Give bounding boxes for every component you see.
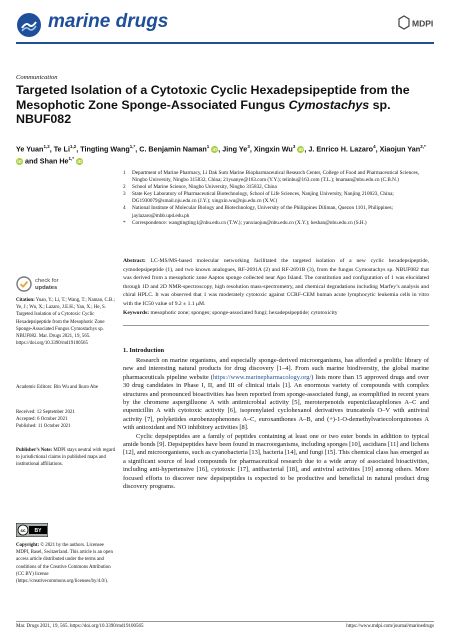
- author-name: Tingting Wang: [80, 144, 130, 154]
- abstract-label: Abstract:: [123, 258, 146, 264]
- affiliation-item: 2 School of Marine Science, Ningbo University, Ningbo 315832, China: [123, 184, 277, 191]
- affiliation-item: 3 State Key Laboratory of Pharmaceutical Biotechnology, School of Life Sciences, Nanjing University, Nanjing 210023, China; DG1930079@smail.nju.edu.cn (J.Y.); xingxin.wu@nju.edu.cn (X.W.): [123, 191, 394, 205]
- header-rule: [16, 42, 434, 44]
- check-updates-icon: [16, 276, 32, 292]
- check-updates-line2: updates: [35, 284, 58, 291]
- published-date: Published: 11 October 2021: [16, 424, 71, 430]
- author-name: Shan He: [39, 156, 69, 166]
- dates: [16, 409, 116, 431]
- section-heading: 1. Introduction: [123, 347, 165, 354]
- mdpi-logo-text: MDPI: [412, 18, 434, 29]
- title-species: Cymostachys: [288, 97, 370, 112]
- author-name: Jing Ye: [222, 144, 248, 154]
- author-name: C. Benjamin Naman: [139, 144, 207, 154]
- introduction-body: [123, 357, 429, 492]
- paragraph: Cyclic depsipeptides are a family of peptides containing at least one or two ester bonds in addition to typical amide bonds [9]. Depsipeptides have been found in macroorganisms, including sponges [10], ascidians [11] and lichens [12], and microorganisms, such as cyanobacteria [13], bacteria [14], and fungi [15]. This chemical class has emerged as a significant source of lead compounds for pharmaceutical research due to a wide array of associated bioactivities, including anti-hypertensive [16], cytotoxic [17], antibacterial [18], and antiviral activities [19] among others. More focused efforts to discover new depsipeptides is expected to be productive and beneficial in natural product drug discovery programs.: [123, 432, 429, 491]
- keywords: [123, 309, 429, 317]
- copyright: Copyright: © 2021 by the authors. Licensee MDPI, Basel, Switzerland. This article is an open access article distributed under the terms and conditions of the Creative Commons Attribution (CC BY) license (https://creativecommons.org/licenses/by/4.0/).: [16, 543, 113, 585]
- copyright-label: Copyright:: [16, 543, 40, 548]
- author-name: Te Li: [53, 144, 70, 154]
- svg-text:cc: cc: [20, 527, 26, 533]
- affiliation-item: 1 Department of Marine Pharmacy, Li Dak Sum Marine Biopharmaceutical Research Center, College of Food and Pharmaceutical Sciences, Ningbo University, Ningbo 315832, China; 21yuanye@163.com (Y.Y.); telinbu@163.com (T.L.); bnaman@nbu.edu.cn (C.B.N.): [123, 170, 420, 184]
- orcid-icon[interactable]: iD: [77, 159, 82, 165]
- pipeline-link[interactable]: https://www.marinepharmacology.org/: [212, 373, 312, 381]
- check-for-updates-button[interactable]: [16, 276, 76, 294]
- cc-by-license-icon[interactable]: [16, 523, 48, 537]
- orcid-icon[interactable]: iD: [212, 146, 218, 152]
- author-name: J. Enrico H. Lazaro: [308, 144, 374, 154]
- article-type: Communication: [16, 74, 58, 81]
- title-part1: Targeted Isolation of a Cytotoxic Cyclic Hexadepsipeptide from the Mesophotic Zone Sponge-Associated Fungus: [16, 83, 410, 112]
- citation-text: Yuan, Y.; Li, T.; Wang, T.; Naman, C.B.; Ye, J.; Wu, X.; Lazaro, J.E.H.; Yan, X.; He, S. Targeted Isolation of a Cytotoxic Cyclic Hexadepsipeptide from the Mesophotic Zone Sponge-Associated Fungus Cymostachys sp. NBUF082. Mar. Drugs 2021, 19, 565. https://doi.org/10.3390/md19100565: [16, 298, 115, 347]
- orcid-icon[interactable]: iD: [298, 146, 304, 152]
- affiliations: [123, 170, 429, 227]
- publisher-note-label: Publisher’s Note:: [16, 448, 53, 453]
- accepted-date: Accepted: 6 October 2021: [16, 417, 68, 423]
- marine-drugs-logo-icon: [16, 12, 42, 38]
- keywords-text: mesophotic zone; sponges; sponge-associated fungi; hexadepsipeptide; cytotoxicity: [149, 310, 338, 316]
- keywords-label: Keywords:: [123, 310, 150, 316]
- author-list: Ye Yuan$^{1,2}$, Te Li$^{1,2}$, Tingting Wang$^{1,*}$, C. Benjamin Naman$^1$ iD, Jing Ye$^3$, Xingxin Wu$^3$ iD, J. Enrico H. Lazaro$^4$, Xiaojun Yan$^{2,*}$ iD and Shan $He^{1,*}$ iD: [16, 144, 426, 166]
- publisher-note: Publisher’s Note: MDPI stays neutral with regard to jurisdictional claims in published maps and institutional affiliations.: [16, 448, 116, 468]
- author-name: Ye Yuan: [16, 144, 44, 154]
- journal-name: marine drugs: [48, 11, 169, 32]
- author-name: Xiaojun Yan: [379, 144, 421, 154]
- affiliation-item: 4 National Institute of Molecular Biology and Biotechnology, University of the Philippines Diliman, Quezon 1101, Philippines; jaylazaro@mbb.upd.edu.ph: [123, 205, 393, 219]
- footer-journal-link[interactable]: https://www.mdpi.com/journal/marinedrugs: [346, 624, 434, 629]
- abstract-text: LC-MS/MS-based molecular networking facilitated the targeted isolation of a new cyclic hexadepsipeptide, cymodepsipeptide (1), and two known analogues, RF-2691A (2) and RF-2691B (3), from the fungus Cymostachys sp. NBUF082 that was derived from a mesophotic zone Aaptos sponge collected near Apo Island. The constitution and configuration of 1 was elucidated through 1D and 2D NMR-spectroscopy, high resolution mass-spectrometry, and chemical degradations including Marfey’s analysis and chiral HPLC. It was observed that 1 was moderately cytotoxic against CCRF-CEM human acute lymphocytic leukemia cells in vitro with the IC50 value of 9.2 ± 1.1 μM.: [123, 258, 429, 307]
- mdpi-logo-icon[interactable]: [398, 15, 434, 31]
- article-title: [16, 83, 428, 127]
- footer-citation: Mar. Drugs 2021, 19, 565. https://doi.org/10.3390/md19100565: [16, 624, 144, 629]
- received-date: Received: 12 September 2021: [16, 410, 75, 415]
- paragraph: Research on marine organisms, and especially sponge-derived microorganisms, has afforded a prolific library of new and interesting natural products for drug discovery [1–4]. From such marine biodiversity, the global marine pharmaceuticals pipeline website (https://www.marinepharmacology.org/) lists more than 15 approved drugs and over 30 drug candidates in Phase I, II, and III of clinical trials [1]. An enormous variety of compounds with complex structures and pronounced bioactivities has been reported from sponge-associated fungi, as exemplified in recent years by the chromene aspergilluone A with antimicrobial activity [5], meroterpenoids eupenicilazaphilones A–C and eupenicillin A with cytotoxic activity [6], isoprenylated cyclohexanol derivatives truncateols O–V with antiviral activity [7], polyketides eurobenzophenones A–C, euroxanthones A–B, and (+)-1-O-demethylvariecolorquinones A with antioxidant and NO inhibitory activities [8].: [123, 357, 429, 432]
- footer-rule: [16, 621, 434, 622]
- abstract: [123, 257, 429, 309]
- academic-editors: Academic Editors: Bin Wu and Ikuro Abe: [16, 385, 99, 390]
- title-part2: sp. NBUF082: [16, 97, 391, 126]
- citation-label: Citation:: [16, 298, 35, 303]
- author-name: Xingxin Wu: [253, 144, 293, 154]
- svg-text:BY: BY: [34, 528, 42, 534]
- citation: [16, 297, 116, 347]
- section-divider: [123, 325, 429, 326]
- check-updates-line1: check for: [35, 278, 59, 284]
- correspondence: * Correspondence: wangtingting1@nbu.edu.cn (T.W.); yanxiaojun@nbu.edu.cn (X.Y.); heshan@nbu.edu.cn (S.H.): [123, 219, 367, 226]
- orcid-icon[interactable]: iD: [17, 159, 22, 165]
